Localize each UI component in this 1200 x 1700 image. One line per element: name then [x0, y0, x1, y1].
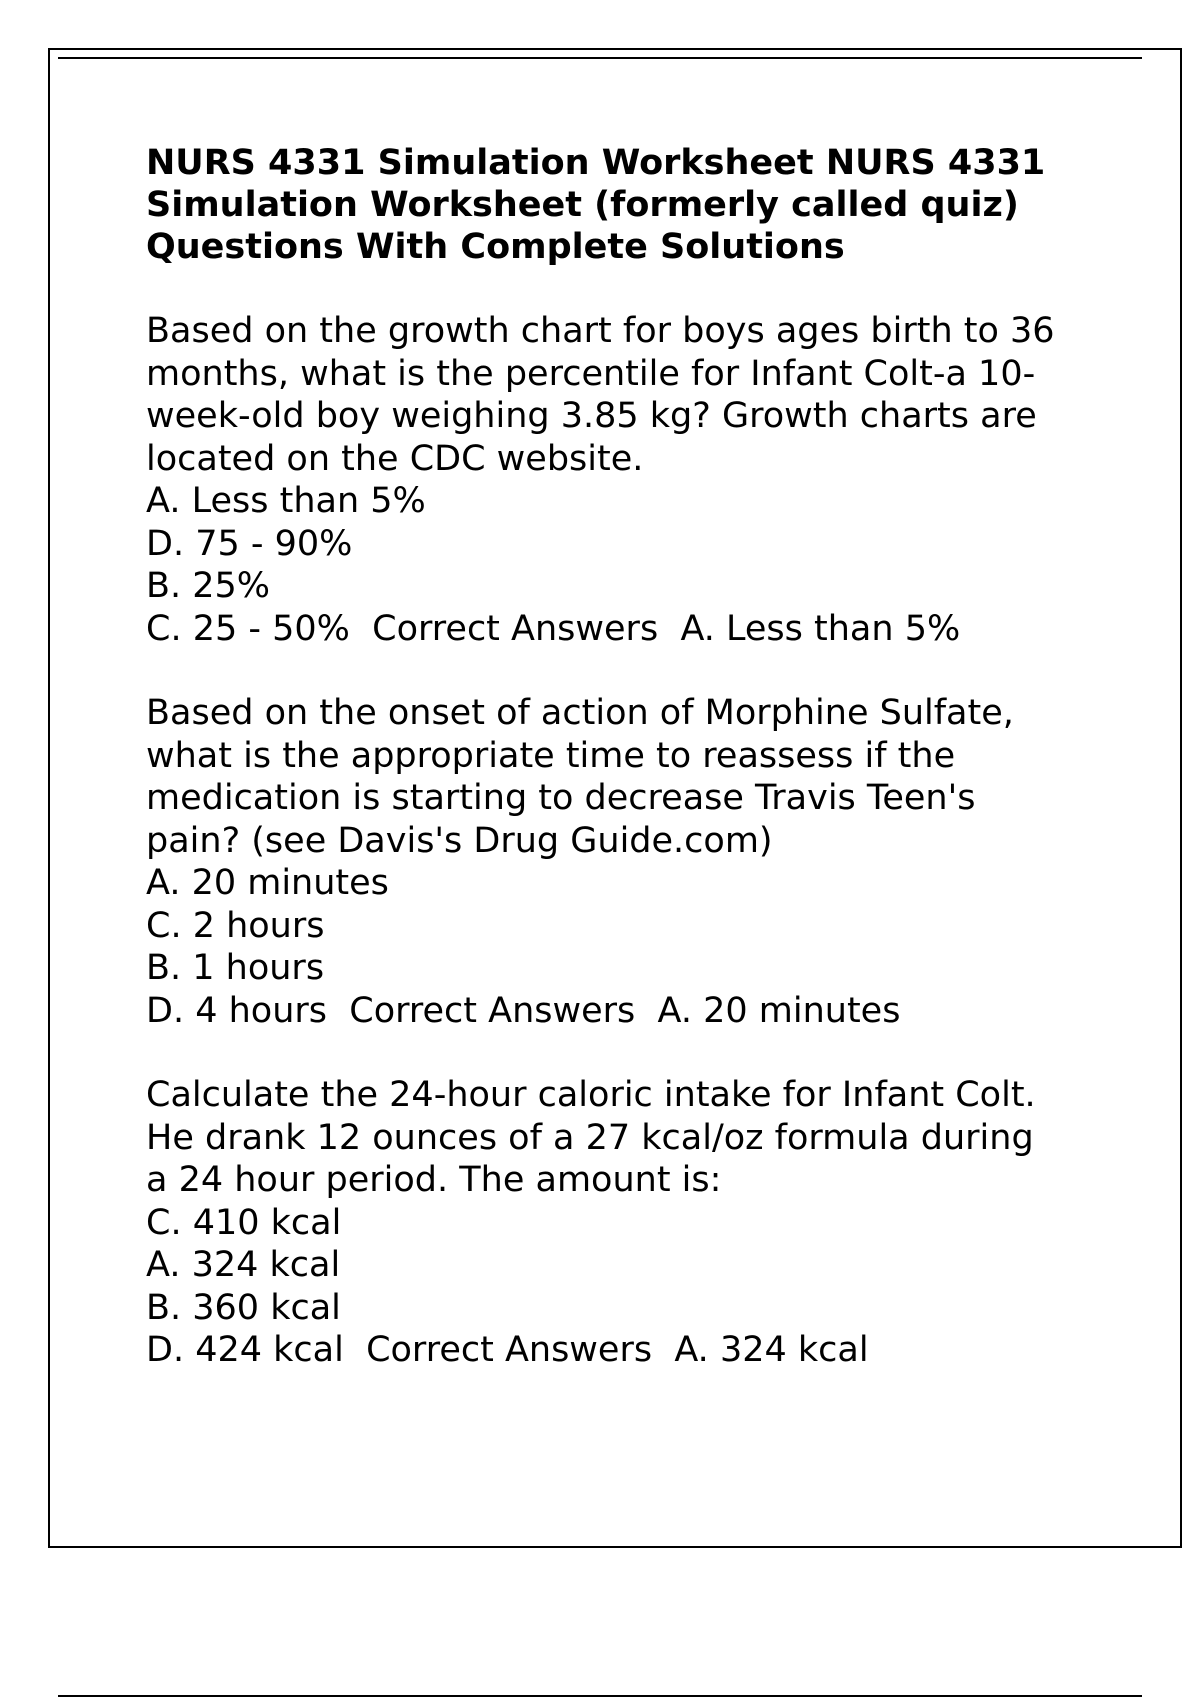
- correct-answers-label: Correct Answers: [349, 608, 681, 649]
- answer-option: D. 4 hours: [146, 990, 327, 1031]
- correct-answers-label: Correct Answers: [343, 1330, 675, 1370]
- answer-option-with-solution: [146, 608, 1106, 651]
- bottom-rule: [58, 1695, 1142, 1697]
- question-text: Based on the growth chart for boys ages birth to 36 months, what is the percentile for Infant Colt-a 10- week-old boy weighing 3.85 kg? Growth charts are located on the CDC website.: [146, 311, 1055, 479]
- correct-answers-label: Correct Answers: [327, 990, 658, 1031]
- correct-answer: A. 324 kcal: [674, 1330, 869, 1370]
- document-content: [146, 142, 1106, 1414]
- answer-option: A. Less than 5%: [146, 481, 426, 521]
- answer-option: A. 20 minutes: [146, 863, 389, 903]
- answer-option-with-solution: [146, 1329, 1106, 1372]
- document-title: NURS 4331 Simulation Worksheet NURS 4331 Simulation Worksheet (formerly called quiz) Questions With Complete Solutions: [146, 143, 1046, 267]
- answer-option: C. 2 hours: [146, 905, 325, 946]
- question-3: [146, 1074, 1106, 1372]
- top-rule: [58, 57, 1142, 59]
- answer-option: D. 424 kcal: [146, 1330, 344, 1370]
- question-1: [146, 310, 1106, 650]
- question-text: Based on the onset of action of Morphine Sulfate, what is the appropriate time to reassess if the medication is starting to decrease Travis Teen's pain? (see Davis's Drug Guide.com): [146, 693, 1014, 861]
- answer-option: C. 25 - 50%: [146, 608, 350, 649]
- correct-answer: A. 20 minutes: [657, 990, 901, 1031]
- correct-answer: A. Less than 5%: [680, 608, 961, 649]
- answer-option-with-solution: [146, 990, 1106, 1033]
- answer-option: C. 410 kcal: [146, 1202, 342, 1243]
- question-text: Calculate the 24-hour caloric intake for Infant Colt. He drank 12 ounces of a 27 kcal/oz formula during a 24 hour period. The amount is:: [146, 1075, 1036, 1200]
- answer-option: B. 25%: [146, 566, 271, 606]
- answer-option: A. 324 kcal: [146, 1245, 341, 1285]
- answer-option: B. 1 hours: [146, 948, 325, 988]
- answer-option: D. 75 - 90%: [146, 523, 353, 564]
- answer-option: B. 360 kcal: [146, 1287, 341, 1328]
- question-2: [146, 692, 1106, 1032]
